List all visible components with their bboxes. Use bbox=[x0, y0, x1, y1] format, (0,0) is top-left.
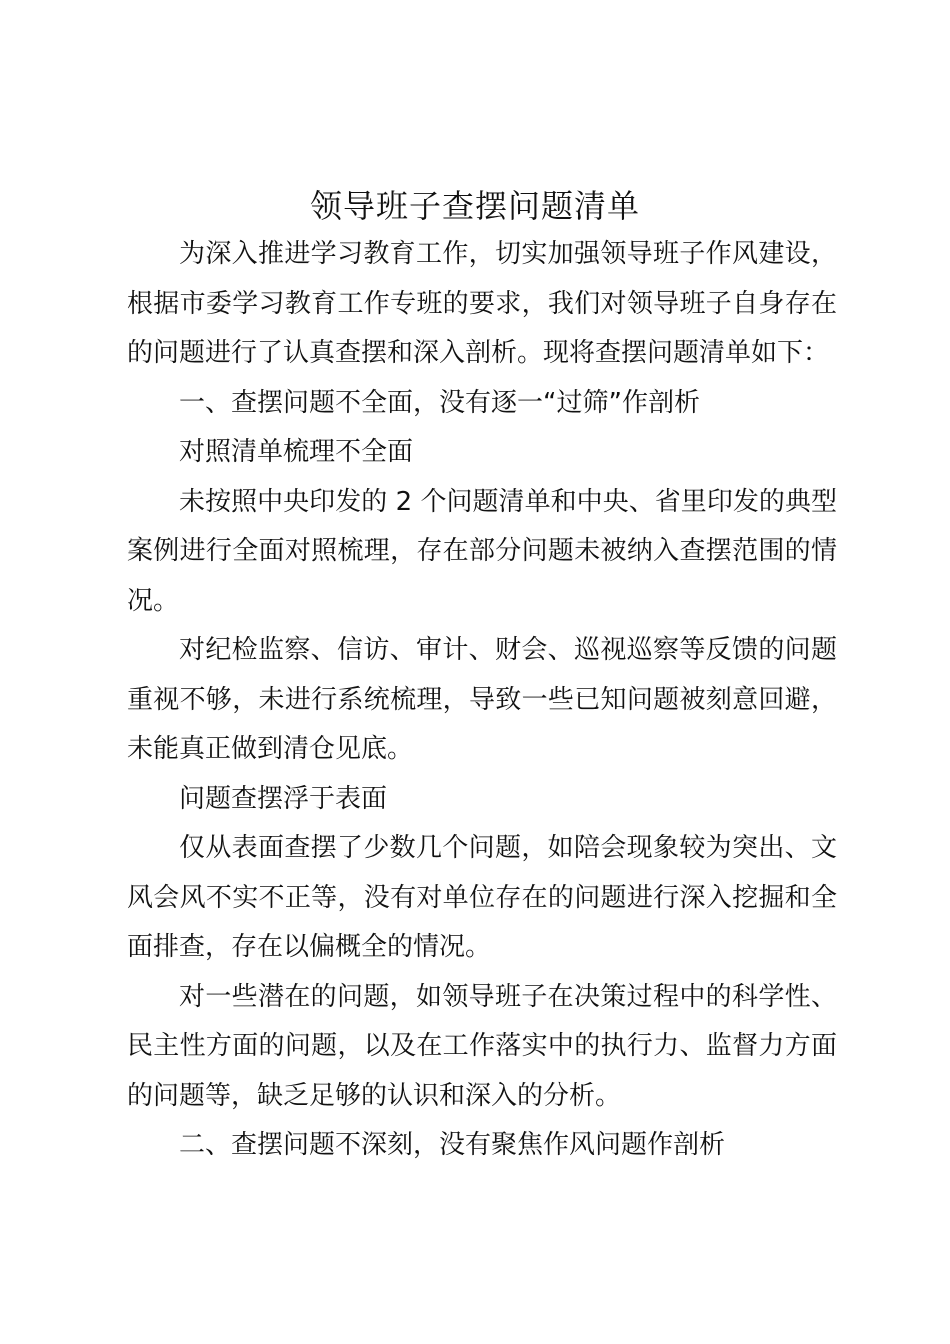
subheading-2: 问题查摆浮于表面 bbox=[179, 783, 388, 814]
body-paragraph: 仅从表面查摆了少数几个问题，如陪会现象较为突出、文风会风不实不正等，没有对单位存在的问题进行深入挖掘和全面排查，存在以偏概全的情况。 bbox=[127, 833, 837, 962]
section-heading-1: 一、查摆问题不全面，没有逐一“过筛”作剖析 bbox=[179, 387, 700, 418]
document-title: 领导班子查摆问题清单 bbox=[309, 187, 640, 225]
intro-paragraph: 为深入推进学习教育工作，切实加强领导班子作风建设，根据市委学习教育工作专班的要求，我们对领导班子自身存在的问题进行了认真查摆和深入剖析。现将查摆问题清单如下： bbox=[127, 239, 837, 368]
section-heading-2: 二、查摆问题不深刻，没有聚焦作风问题作剖析 bbox=[179, 1130, 726, 1160]
body-paragraph: 对一些潜在的问题，如领导班子在决策过程中的科学性、民主性方面的问题，以及在工作落实中的执行力、监督力方面的问题等，缺乏足够的认识和深入的分析。 bbox=[127, 981, 837, 1111]
body-paragraph: 对纪检监察、信访、审计、财会、巡视巡察等反馈的问题重视不够，未进行系统梳理，导致一些已知问题被刻意回避，未能真正做到清仓见底。 bbox=[127, 635, 837, 764]
subheading-1: 对照清单梳理不全面 bbox=[179, 437, 414, 467]
body-paragraph: 未按照中央印发的 2 个问题清单和中央、省里印发的典型案例进行全面对照梳理，存在部分问题未被纳入查摆范围的情况。 bbox=[127, 486, 837, 616]
document-body bbox=[127, 230, 837, 1171]
